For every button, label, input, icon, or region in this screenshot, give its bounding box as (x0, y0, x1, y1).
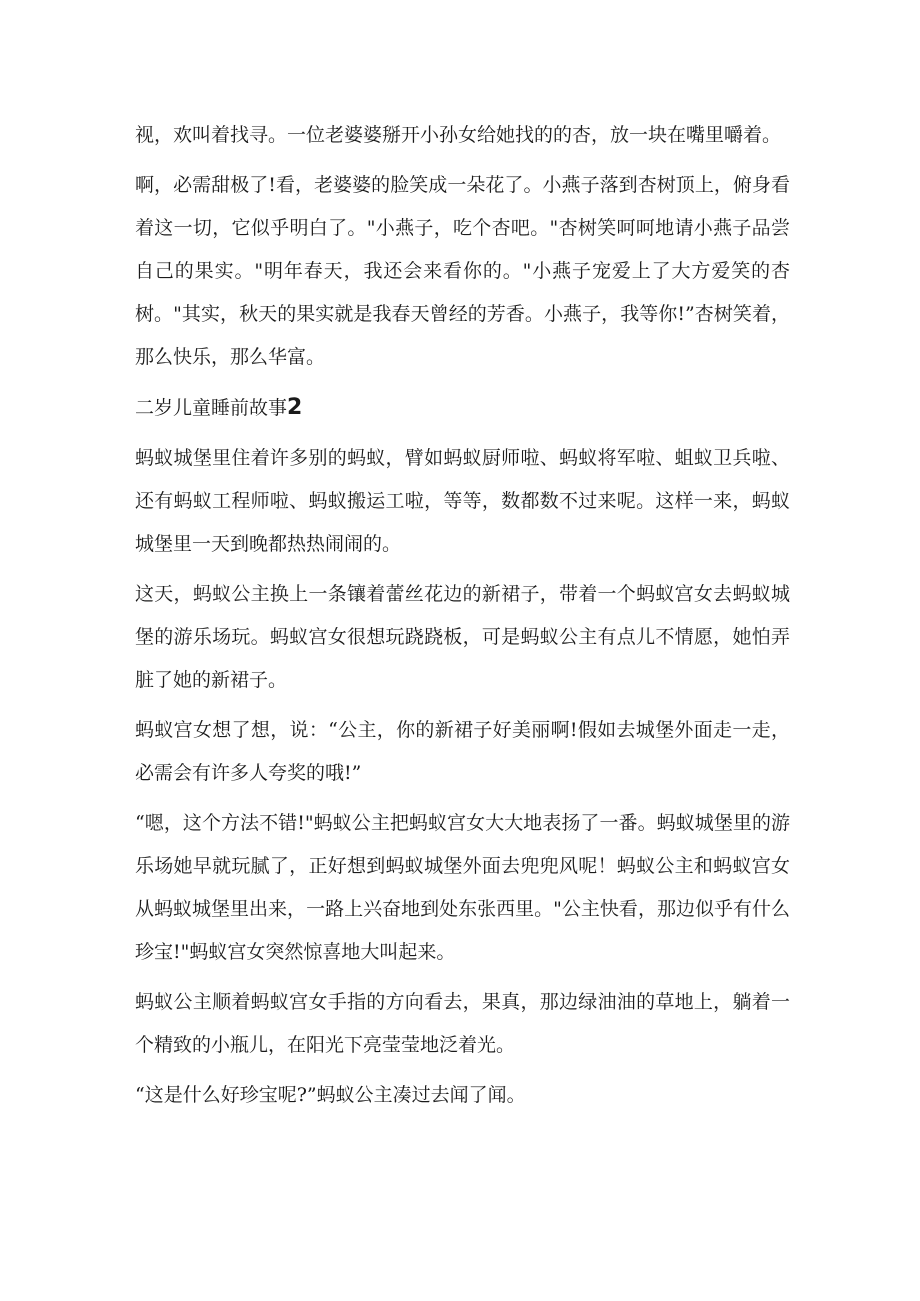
paragraph-7: 蚂蚁公主顺着蚂蚁宫女手指的方向看去，果真，那边绿油油的草地上，躺着一个精致的小瓶儿，在阳光下亮莹莹地泛着光。 (135, 991, 790, 1056)
paragraph-3: 蚂蚁城堡里住着许多别的蚂蚁，臂如蚂蚁厨师啦、蚂蚁将军啦、蛆蚁卫兵啦、还有蚂蚁工程师啦、蚂蚁搬运工啦，等等，数都数不过来呢。这样一来，蚂蚁城堡里一天到晚都热热闹闹的。 (135, 447, 790, 555)
section-heading-number: 2 (287, 395, 303, 420)
section-heading (135, 386, 790, 430)
paragraph-2: 啊，必需甜极了!看，老婆婆的脸笑成一朵花了。小燕子落到杏树顶上，俯身看着这一切，它似乎明白了。"小燕子，吃个杏吧。"杏树笑呵呵地请小燕子品尝自己的果实。"明年春天，我还会来看你的。"小燕子宠爱上了大方爱笑的杏树。"其实，秋天的果实就是我春天曾经的芳香。小燕子，我等你!”杏树笑着，那么快乐，那么华富。 (135, 174, 790, 368)
paragraph-8: “这是什么好珍宝呢?”蚂蚁公主凑过去闻了闻。 (135, 1084, 526, 1106)
section-heading-text: 二岁儿童睡前故事 (135, 397, 288, 419)
document-body (135, 114, 790, 1117)
paragraph-4: 这天，蚂蚁公主换上一条镶着蕾丝花边的新裙子，带着一个蚂蚁宫女去蚂蚁城堡的游乐场玩。蚂蚁宫女很想玩跷跷板，可是蚂蚁公主有点儿不情愿，她怕弄脏了她的新裙子。 (135, 583, 790, 691)
paragraph-5: 蚂蚁宫女想了想，说：“公主，你的新裙子好美丽啊!假如去城堡外面走一走，必需会有许多人夸奖的哦!” (135, 719, 790, 784)
paragraph-6: “嗯，这个方法不错!"蚂蚁公主把蚂蚁宫女大大地表扬了一番。蚂蚁城堡里的游乐场她早就玩腻了，正好想到蚂蚁城堡外面去兜兜风呢！蚂蚁公主和蚂蚁宫女从蚂蚁城堡里出来，一路上兴奋地到处东张西里。"公主快看，那边似乎有什么珍宝!"蚂蚁宫女突然惊喜地大叫起来。 (135, 812, 790, 963)
paragraph-1: 视，欢叫着找寻。一位老婆婆掰开小孙女给她找的的杏，放一块在嘴里嚼着。 (135, 124, 782, 146)
